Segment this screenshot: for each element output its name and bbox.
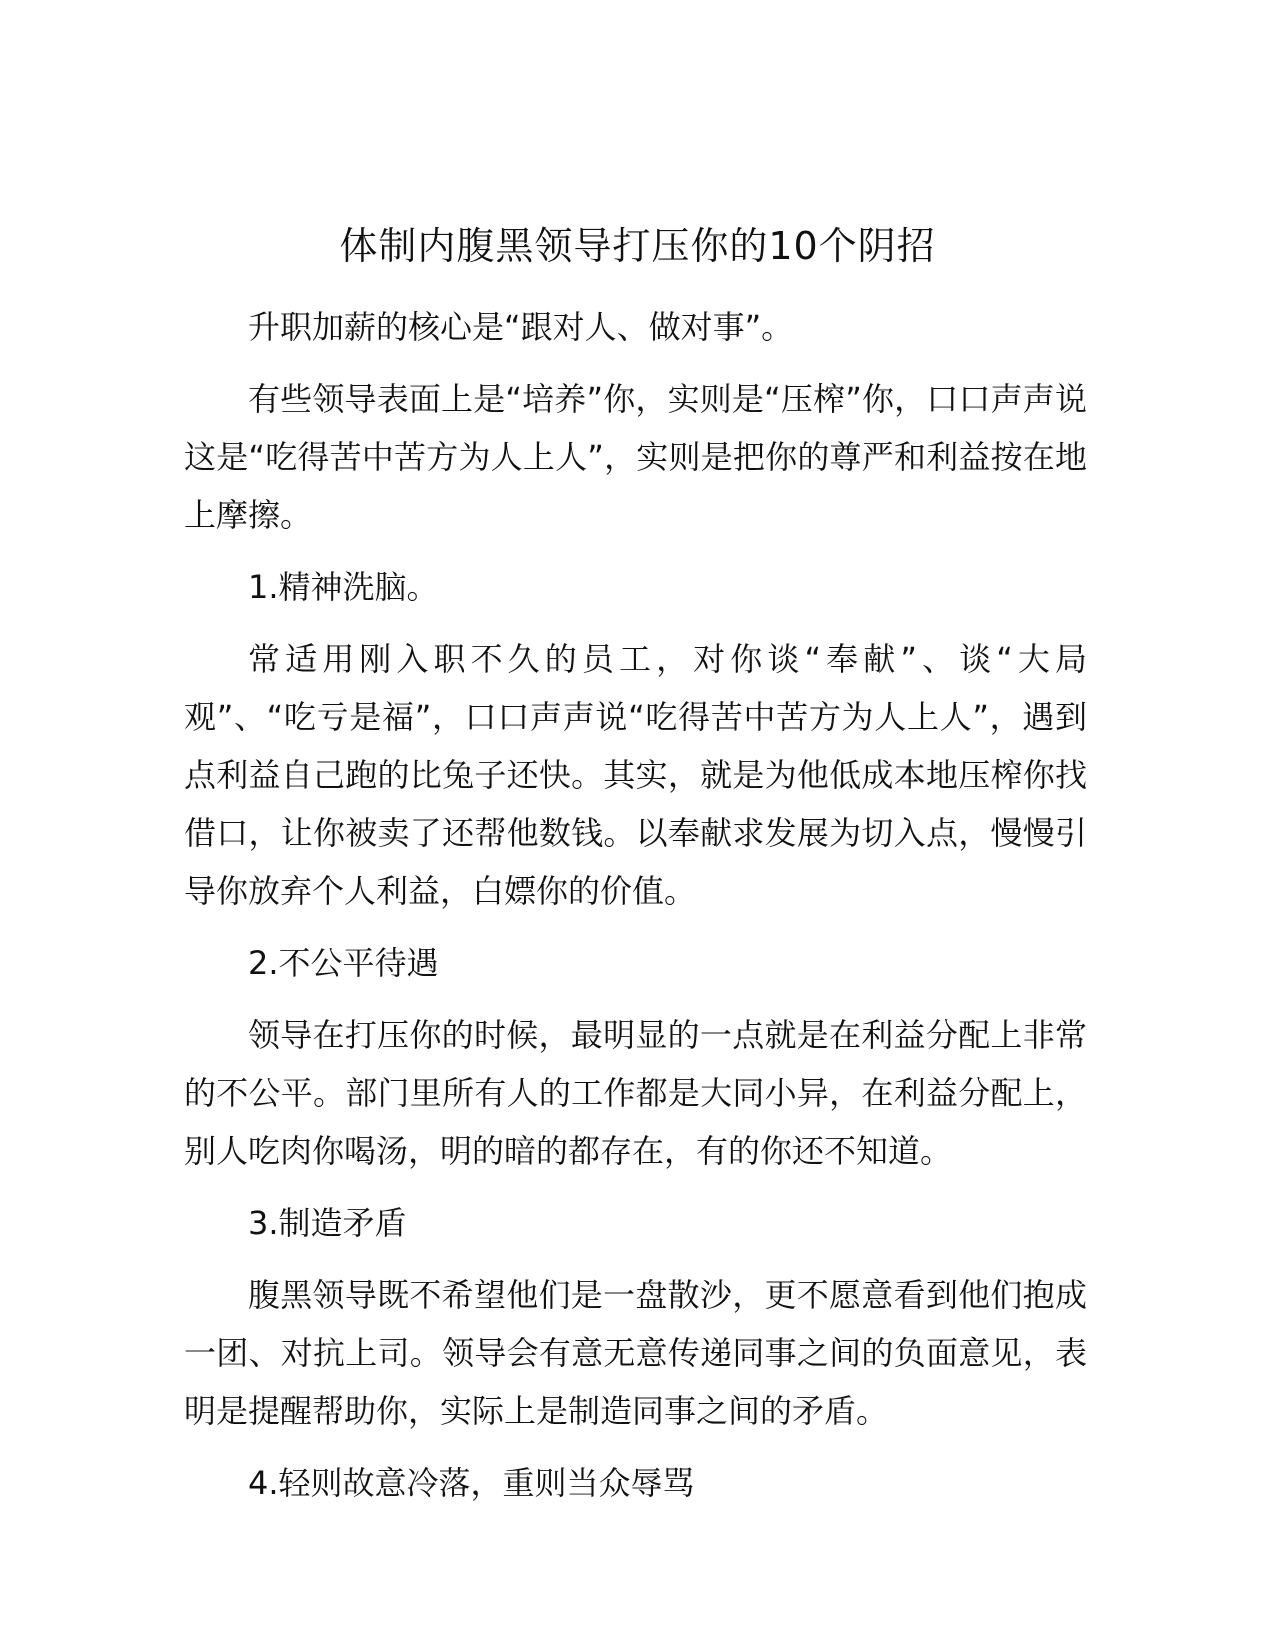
overview-paragraph: 有些领导表面上是“培养”你，实则是“压榨”你，口口声声说这是“吃得苦中苦方为人上人”，实则是把你的尊严和利益按在地上摩擦。 (184, 380, 1087, 534)
section-heading-1: 1.精神洗脑。 (248, 568, 439, 606)
document-title: 体制内腹黑领导打压你的10个阴招 (339, 224, 936, 268)
section-heading-2: 2.不公平待遇 (248, 944, 439, 982)
section-heading-4: 4.轻则故意冷落，重则当众辱骂 (248, 1464, 695, 1502)
section-heading-3: 3.制造矛盾 (248, 1204, 407, 1242)
section-paragraph-3: 腹黑领导既不希望他们是一盘散沙，更不愿意看到他们抱成一团、对抗上司。领导会有意无意传递同事之间的负面意见，表明是提醒帮助你，实际上是制造同事之间的矛盾。 (184, 1276, 1087, 1430)
document-body (184, 298, 1087, 1526)
section-paragraph-1: 常适用刚入职不久的员工，对你谈“奉献”、谈“大局观”、“吃亏是福”，口口声声说“吃得苦中苦方为人上人”，遇到点利益自己跑的比兔子还快。其实，就是为他低成本地压榨你找借口，让你被卖了还帮他数钱。以奉献求发展为切入点，慢慢引导你放弃个人利益，白嫖你的价值。 (184, 640, 1087, 910)
section-paragraph-2: 领导在打压你的时候，最明显的一点就是在利益分配上非常的不公平。部门里所有人的工作都是大同小异，在利益分配上，别人吃肉你喝汤，明的暗的都存在，有的你还不知道。 (184, 1016, 1087, 1170)
intro-paragraph: 升职加薪的核心是“跟对人、做对事”。 (248, 308, 794, 346)
